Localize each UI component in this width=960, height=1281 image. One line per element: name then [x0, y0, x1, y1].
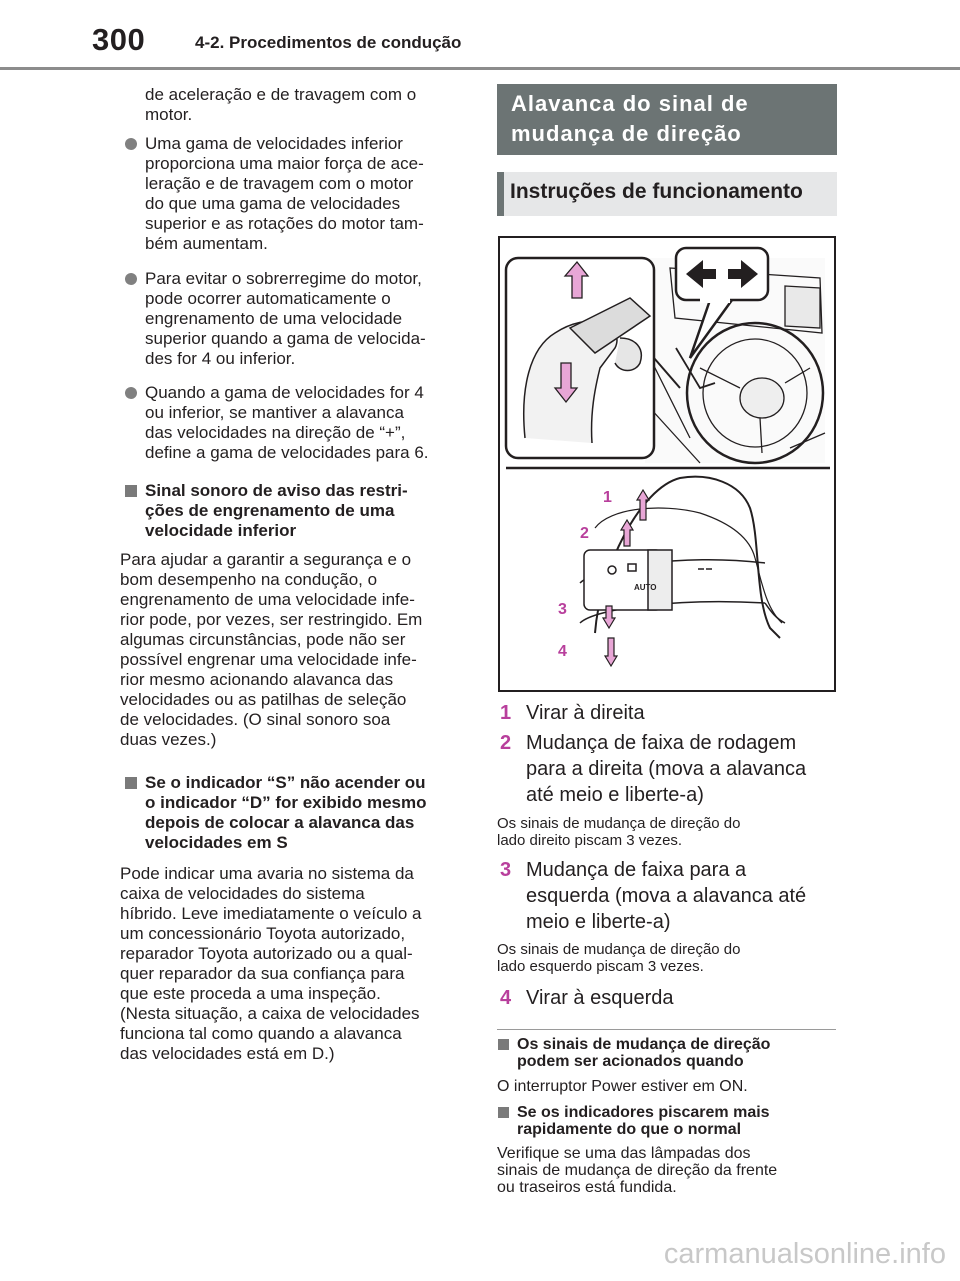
turn-signal-figure: [498, 236, 836, 692]
text-line: ou traseiros está fundida.: [497, 1179, 677, 1196]
activation-body: [497, 1078, 836, 1095]
step-number: 1: [500, 702, 512, 724]
text-line: Verifique se uma das lâmpadas dos: [497, 1145, 751, 1162]
text-line: meio e liberte-a): [526, 911, 671, 933]
note-left-signals: [497, 941, 836, 975]
arrow-1-icon: [637, 490, 649, 520]
text-line: velocidades em S: [145, 833, 288, 852]
text-line: funciona tal como quando a alavanca: [120, 1024, 402, 1043]
page-number: 300: [92, 22, 146, 57]
text-line: podem ser acionados quando: [517, 1053, 744, 1070]
text-line: que este proceda a uma inspeção.: [120, 984, 381, 1003]
intro-text: [145, 85, 465, 125]
section-title: 4-2. Procedimentos de condução: [195, 33, 462, 52]
text-line: velocidade inferior: [145, 521, 297, 540]
text-line: ções de engrenamento de uma: [145, 501, 395, 520]
downshift-warning-body: [120, 550, 468, 750]
text-line: Pode indicar uma avaria no sistema da: [120, 864, 414, 883]
text-line: Virar à esquerda: [526, 987, 674, 1009]
text-line: motor.: [145, 105, 193, 124]
note-right-signals: [497, 815, 836, 849]
figure-label-2: 2: [580, 525, 589, 542]
text-line: o indicador “D” for exibido mesmo: [145, 793, 427, 812]
square-bullet-icon: [125, 777, 137, 789]
banner-line: Alavanca do sinal de: [511, 91, 749, 116]
auto-switch-label: AUTO: [634, 583, 657, 592]
text-line: velocidades ou as patilhas de seleção: [120, 690, 407, 709]
s-indicator-body: [120, 864, 468, 1064]
text-line: bém aumentam.: [145, 234, 268, 253]
subheading-s-indicator: [122, 773, 466, 853]
step-number: 3: [500, 859, 512, 881]
text-line: Para ajudar a garantir a segurança e o: [120, 550, 412, 569]
text-line: Quando a gama de velocidades for 4: [145, 383, 424, 402]
text-line: sinais de mudança de direção da frente: [497, 1162, 778, 1179]
figure-label-3: 3: [558, 601, 567, 618]
text-line: quer reparador da sua confiança para: [120, 964, 405, 983]
text-line: ou inferior, se mantiver a alavanca: [145, 403, 404, 422]
text-line: esquerda (mova a alavanca até: [526, 885, 807, 907]
arrow-4-icon: [605, 638, 617, 666]
text-line: um concessionário Toyota autorizado,: [120, 924, 406, 943]
banner-line: mudança de direção: [511, 121, 742, 146]
step-item: [500, 985, 836, 1011]
text-line: algumas circunstâncias, pode não ser: [120, 630, 406, 649]
text-line: Para evitar o sobrerregime do motor,: [145, 269, 422, 288]
text-line: híbrido. Leve imediatamente o veículo a: [120, 904, 422, 923]
subheading-downshift-warning: [122, 481, 466, 541]
bullet-dot-icon: [125, 387, 137, 399]
header-rule: [0, 67, 960, 70]
text-line: possível engrenar uma velocidade infe-: [120, 650, 417, 669]
text-line: Sinal sonoro de aviso das restri-: [145, 481, 408, 500]
text-line: define a gama de velocidades para 6.: [145, 443, 429, 462]
hand-inset: [506, 258, 680, 458]
bullet-dot-icon: [125, 138, 137, 150]
bullet-item: [122, 134, 466, 254]
sub-banner-bar: [497, 172, 504, 216]
turn-signal-illustration: [500, 238, 834, 690]
text-line: Os sinais de mudança de direção do: [497, 941, 741, 958]
text-line: até meio e liberte-a): [526, 784, 704, 806]
watermark: carmanualsonline.info: [663, 1238, 946, 1270]
text-line: rapidamente do que o normal: [517, 1121, 742, 1138]
step-item: [500, 730, 836, 808]
step-number: 2: [500, 732, 512, 754]
text-line: Virar à direita: [526, 702, 645, 724]
text-line: O interruptor Power estiver em ON.: [497, 1078, 748, 1095]
text-line: leração e de travagem com o motor: [145, 174, 414, 193]
text-line: caixa de velocidades do sistema: [120, 884, 365, 903]
sub-banner-title: Instruções de funcionamento: [510, 180, 803, 203]
fast-blink-body: [497, 1145, 836, 1196]
text-line: das velocidades está em D.): [120, 1044, 335, 1063]
text-line: Os sinais de mudança de direção do: [497, 815, 741, 832]
text-line: Se os indicadores piscarem mais: [517, 1104, 770, 1121]
text-line: Mudança de faixa de rodagem: [526, 732, 797, 754]
bullet-item: [122, 269, 466, 369]
text-line: pode ocorrer automaticamente o: [145, 289, 391, 308]
text-line: superior e as rotações do motor tam-: [145, 214, 424, 233]
bullet-dot-icon: [125, 273, 137, 285]
subheading-fast-blink: [497, 1104, 836, 1138]
text-line: lado direito piscam 3 vezes.: [497, 832, 683, 849]
section-banner: [497, 84, 837, 155]
bullet-item: [122, 383, 466, 463]
text-line: engrenamento de uma velocidade: [145, 309, 403, 328]
text-line: rior pode, por vezes, ser restringido. Em: [120, 610, 423, 629]
figure-label-1: 1: [603, 489, 612, 506]
text-line: reparador Toyota autorizado ou a qual-: [120, 944, 413, 963]
text-line: para a direita (mova a alavanca: [526, 758, 807, 780]
text-line: engrenamento de uma velocidade infe-: [120, 590, 415, 609]
text-line: Se o indicador “S” não acender ou: [145, 773, 426, 792]
square-bullet-icon: [498, 1039, 509, 1050]
text-line: des for 4 ou inferior.: [145, 349, 296, 368]
step-item: [500, 700, 836, 726]
text-line: Os sinais de mudança de direção: [517, 1036, 771, 1053]
text-line: rior mesmo acionando alavanca das: [120, 670, 394, 689]
subheading-activation: [497, 1036, 836, 1070]
section-divider: [497, 1029, 836, 1030]
text-line: de aceleração e de travagem com o: [145, 85, 417, 104]
text-line: de velocidades. (O sinal sonoro soa: [120, 710, 391, 729]
text-line: (Nesta situação, a caixa de velocidades: [120, 1004, 420, 1023]
text-line: duas vezes.): [120, 730, 217, 749]
text-line: do que uma gama de velocidades: [145, 194, 401, 213]
step-number: 4: [500, 987, 512, 1009]
step-item: [500, 857, 836, 935]
square-bullet-icon: [498, 1107, 509, 1118]
text-line: proporciona uma maior força de ace-: [145, 154, 424, 173]
text-line: depois de colocar a alavanca das: [145, 813, 415, 832]
text-line: das velocidades na direção de “+”,: [145, 423, 406, 442]
text-line: superior quando a gama de velocida-: [145, 329, 426, 348]
square-bullet-icon: [125, 485, 137, 497]
text-line: bom desempenho na condução, o: [120, 570, 378, 589]
text-line: Mudança de faixa para a: [526, 859, 747, 881]
figure-label-4: 4: [558, 643, 567, 660]
text-line: lado esquerdo piscam 3 vezes.: [497, 958, 704, 975]
text-line: Uma gama de velocidades inferior: [145, 134, 403, 153]
